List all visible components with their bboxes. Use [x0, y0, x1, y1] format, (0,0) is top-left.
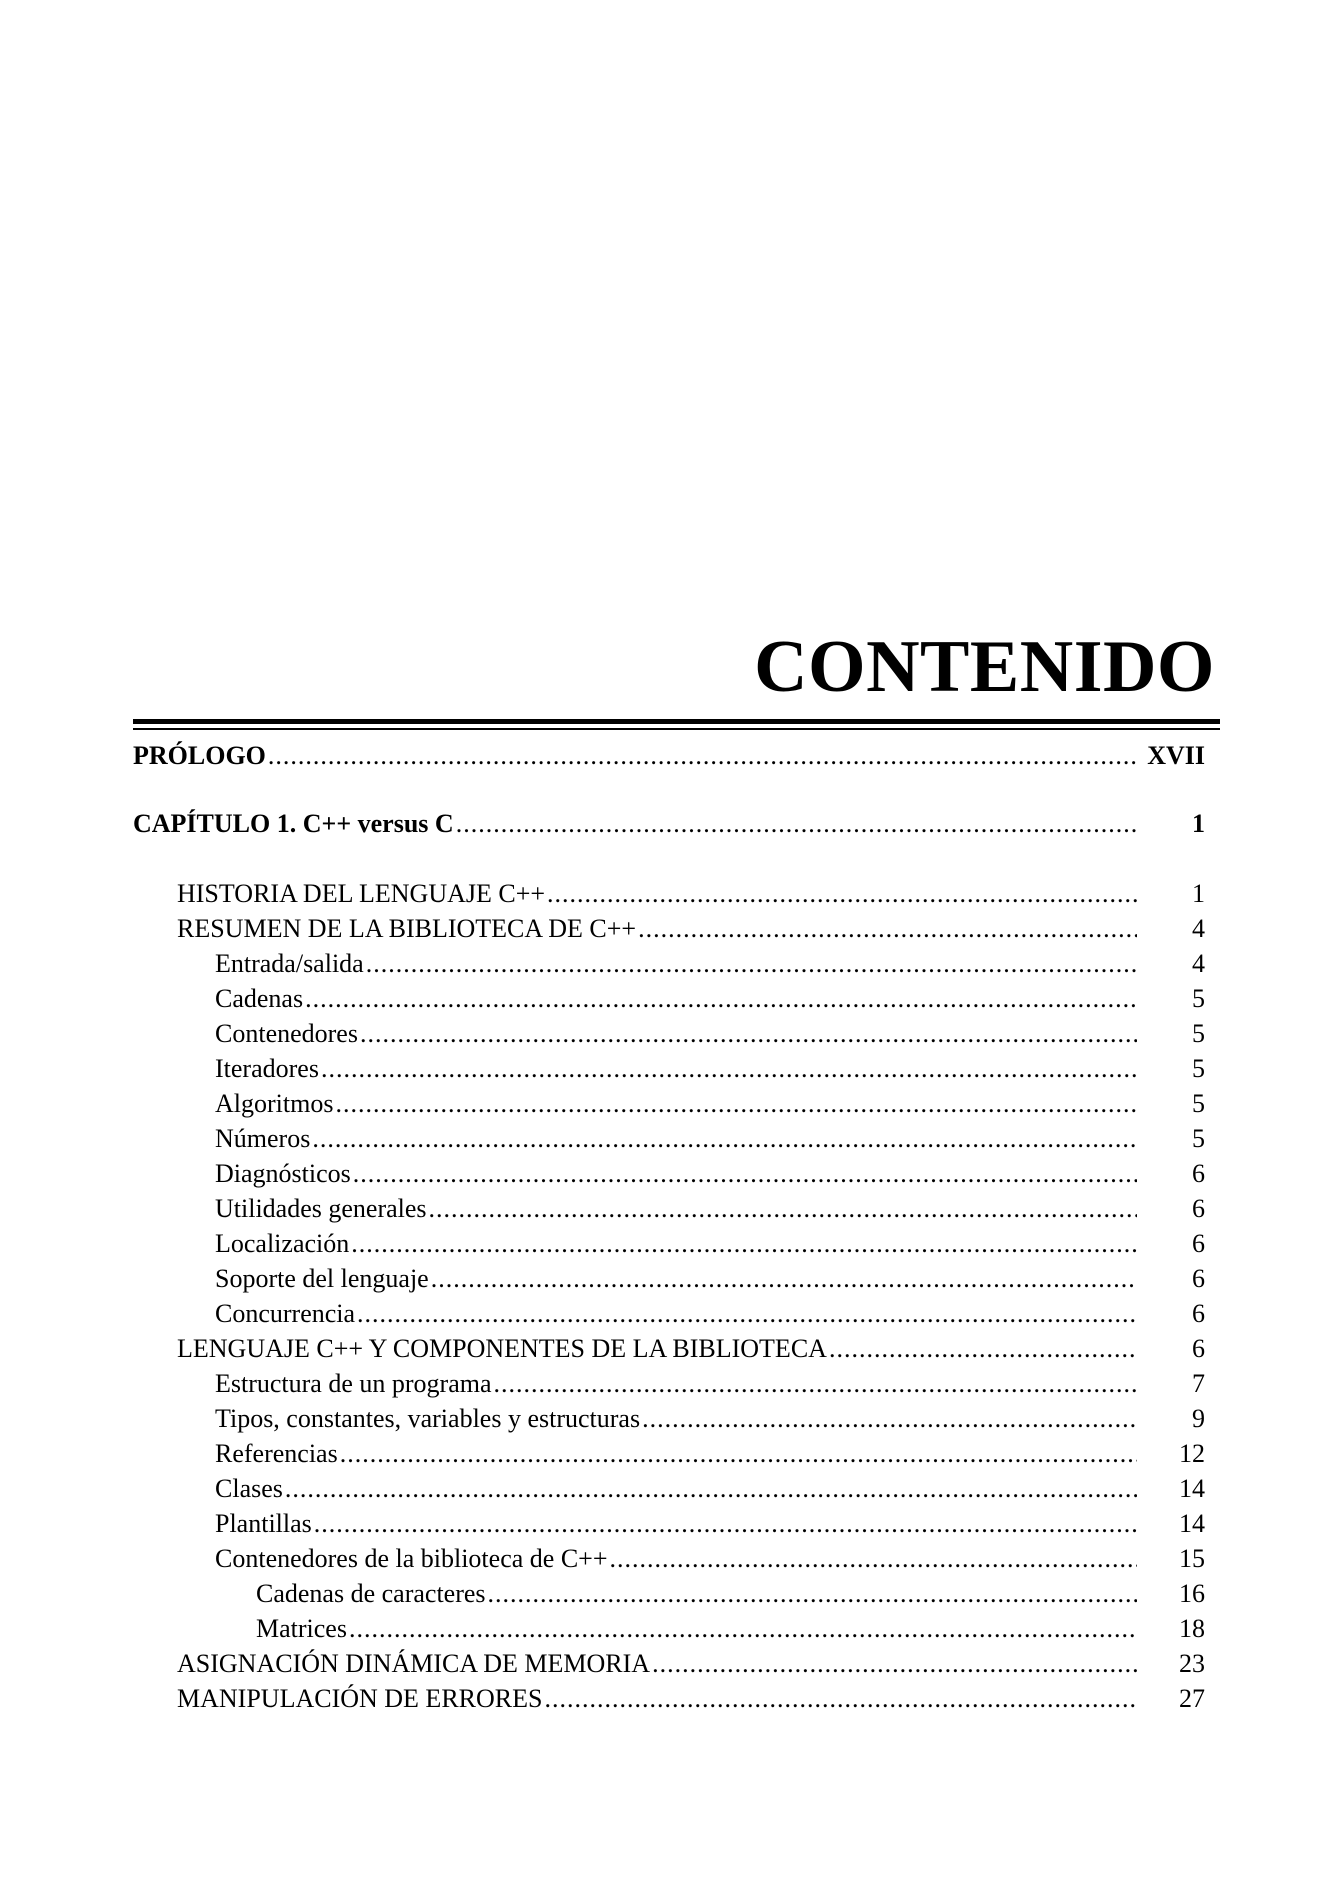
- toc-entry-label: Algoritmos: [215, 1089, 334, 1118]
- toc-entry-page-number: 1: [1192, 809, 1205, 838]
- toc-entry-label: Contenedores de la biblioteca de C++: [215, 1544, 608, 1573]
- toc-entry-page-number: 23: [1179, 1649, 1205, 1678]
- toc-entry: [215, 1542, 1205, 1576]
- dot-leader: [335, 1087, 1137, 1121]
- toc-entry-label: Localización: [215, 1229, 350, 1258]
- toc-entry-page-number: 27: [1179, 1684, 1205, 1713]
- toc-entry-page-number: 4: [1192, 949, 1205, 978]
- title-rule-thin: [133, 728, 1220, 730]
- toc-entry-label: MANIPULACIÓN DE ERRORES: [177, 1684, 543, 1713]
- toc-entry: [133, 807, 1205, 841]
- dot-leader: [353, 1157, 1137, 1191]
- toc-entry-label: Números: [215, 1124, 311, 1153]
- toc-entry-label: Utilidades generales: [215, 1194, 427, 1223]
- toc-entry-label: Clases: [215, 1474, 283, 1503]
- toc-entry-page-number: 18: [1179, 1614, 1205, 1643]
- toc-entry-page-number: 6: [1192, 1299, 1205, 1328]
- toc-entry-page-number: 5: [1192, 1124, 1205, 1153]
- toc-entry-page-number: 6: [1192, 1159, 1205, 1188]
- dot-leader: [547, 877, 1137, 911]
- toc-entry: [256, 1612, 1205, 1646]
- toc-entry: [215, 1087, 1205, 1121]
- dot-leader: [610, 1542, 1138, 1576]
- dot-leader: [544, 1682, 1137, 1716]
- dot-leader: [429, 1192, 1137, 1226]
- toc-entry: [215, 1297, 1205, 1331]
- toc-entry-label: RESUMEN DE LA BIBLIOTECA DE C++: [177, 914, 637, 943]
- toc-entry-label: HISTORIA DEL LENGUAJE C++: [177, 879, 546, 908]
- dot-leader: [305, 982, 1137, 1016]
- toc-entry-label: LENGUAJE C++ Y COMPONENTES DE LA BIBLIOTECA: [177, 1334, 827, 1363]
- toc-entry: [215, 947, 1205, 981]
- dot-leader: [366, 947, 1137, 981]
- title-rule-thick: [133, 719, 1220, 724]
- toc-entry-label: PRÓLOGO: [133, 741, 266, 770]
- dot-leader: [351, 1227, 1137, 1261]
- toc-entry-label: Concurrencia: [215, 1299, 356, 1328]
- toc-entry-page-number: 12: [1179, 1439, 1205, 1468]
- toc-entry: [177, 877, 1205, 911]
- dot-leader: [488, 1577, 1137, 1611]
- toc-entry: [215, 1227, 1205, 1261]
- toc-entry-label: Iteradores: [215, 1054, 319, 1083]
- toc-entry-label: Diagnósticos: [215, 1159, 351, 1188]
- dot-leader: [285, 1472, 1137, 1506]
- toc-entry: [256, 1577, 1205, 1611]
- toc-entry: [177, 1332, 1205, 1366]
- toc-entry: [215, 1017, 1205, 1051]
- toc-entry: [215, 1157, 1205, 1191]
- toc-entry-page-number: 9: [1192, 1404, 1205, 1433]
- dot-leader: [312, 1122, 1137, 1156]
- dot-leader: [829, 1332, 1137, 1366]
- toc-entry-label: Cadenas: [215, 984, 304, 1013]
- toc-entry-page-number: 15: [1179, 1544, 1205, 1573]
- toc-entry-page-number: 4: [1192, 914, 1205, 943]
- toc-entry-page-number: 6: [1192, 1229, 1205, 1258]
- toc-entry: [215, 1367, 1205, 1401]
- toc-entry: [215, 982, 1205, 1016]
- toc-entry-page-number: 1: [1192, 879, 1205, 908]
- toc-entry-label: Referencias: [215, 1439, 338, 1468]
- toc-entry-label: Matrices: [256, 1614, 347, 1643]
- toc-entry-label: Contenedores: [215, 1019, 358, 1048]
- dot-leader: [431, 1262, 1137, 1296]
- toc-entry-label: ASIGNACIÓN DINÁMICA DE MEMORIA: [177, 1649, 651, 1678]
- toc-entry: [215, 1507, 1205, 1541]
- toc-entry-page-number: 16: [1179, 1579, 1205, 1608]
- toc-entry-page-number: 14: [1179, 1474, 1205, 1503]
- toc-entry-label: Soporte del lenguaje: [215, 1264, 429, 1293]
- dot-leader: [340, 1437, 1137, 1471]
- dot-leader: [652, 1647, 1137, 1681]
- toc-entry: [215, 1437, 1205, 1471]
- toc-entry-label: Tipos, constantes, variables y estructuras: [215, 1404, 641, 1433]
- dot-leader: [314, 1507, 1137, 1541]
- dot-leader: [268, 739, 1137, 773]
- toc-entry: [215, 1402, 1205, 1436]
- toc-entry-page-number: 5: [1192, 1019, 1205, 1048]
- dot-leader: [638, 912, 1137, 946]
- page-title: CONTENIDO: [754, 626, 1215, 708]
- dot-leader: [360, 1017, 1137, 1051]
- dot-leader: [494, 1367, 1137, 1401]
- toc-entry-page-number: 14: [1179, 1509, 1205, 1538]
- dot-leader: [357, 1297, 1137, 1331]
- toc-entry: [177, 1647, 1205, 1681]
- toc-entry-page-number: XVII: [1147, 741, 1205, 770]
- toc-entry: [215, 1192, 1205, 1226]
- dot-leader: [349, 1612, 1137, 1646]
- toc-entry: [215, 1122, 1205, 1156]
- toc-entry-label: Estructura de un programa: [215, 1369, 492, 1398]
- toc-entry: [133, 739, 1205, 773]
- toc-entry-page-number: 6: [1192, 1264, 1205, 1293]
- toc-entry-page-number: 5: [1192, 984, 1205, 1013]
- toc-entry: [215, 1262, 1205, 1296]
- dot-leader: [321, 1052, 1137, 1086]
- toc-entry: [215, 1472, 1205, 1506]
- toc-entry-page-number: 5: [1192, 1054, 1205, 1083]
- toc-entry-label: Entrada/salida: [215, 949, 364, 978]
- toc-entry-page-number: 5: [1192, 1089, 1205, 1118]
- toc-entry-label: Cadenas de caracteres: [256, 1579, 486, 1608]
- toc-entry-label: CAPÍTULO 1. C++ versus C: [133, 809, 454, 838]
- toc-entry: [177, 1682, 1205, 1716]
- toc-entry-page-number: 6: [1192, 1334, 1205, 1363]
- toc-entry: [215, 1052, 1205, 1086]
- toc-entry-label: Plantillas: [215, 1509, 312, 1538]
- dot-leader: [456, 807, 1137, 841]
- toc-entry-page-number: 7: [1192, 1369, 1205, 1398]
- toc-entry-page-number: 6: [1192, 1194, 1205, 1223]
- dot-leader: [642, 1402, 1137, 1436]
- toc-entry: [177, 912, 1205, 946]
